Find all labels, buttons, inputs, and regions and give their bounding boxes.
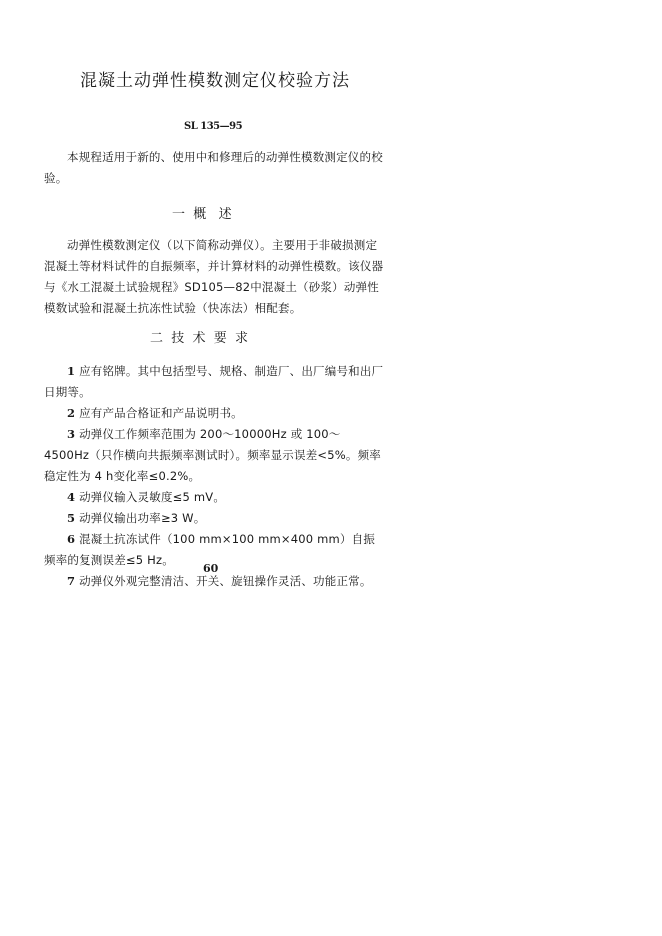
item-number: 4 xyxy=(67,490,76,504)
standard-code: SL 135—95 xyxy=(184,121,243,132)
item-text: 应有铭牌。其中包括型号、规格、制造厂、出厂编号和出厂日期等。 xyxy=(44,364,384,399)
overview-paragraph: 动弹性模数测定仪（以下简称动弹仪）。主要用于非破损测定混凝土等材料试件的自振频率，并计算材料的动弹性模数。该仪器与《水工混凝土试验规程》SD105—82中混凝土（砂浆）动弹性模数试验和混凝土抗冻性试验（快冻法）相配套。 xyxy=(44,238,384,315)
item-number: 7 xyxy=(67,574,76,588)
page-number: 60 xyxy=(203,562,219,575)
item-number: 5 xyxy=(67,511,76,525)
item-text: 动弹仪外观完整清洁、开关、旋钮操作灵活、功能正常。 xyxy=(79,574,372,588)
requirements-list xyxy=(44,361,384,592)
list-item xyxy=(44,487,384,508)
item-number: 2 xyxy=(67,406,76,420)
item-text: 动弹仪输出功率≥3 W。 xyxy=(79,511,206,525)
document-title: 混凝土动弹性模数测定仪校验方法 xyxy=(80,71,350,91)
intro-paragraph: 本规程适用于新的、使用中和修理后的动弹性模数测定仪的校验。 xyxy=(44,150,383,185)
item-text: 动弹仪工作频率范围为 200～10000Hz 或 100～4500Hz（只作横向共振频率测试时）。频率显示误差<5%。频率稳定性为 4 h变化率≤0.2%。 xyxy=(44,427,381,483)
item-number: 3 xyxy=(67,427,76,441)
item-number: 6 xyxy=(67,532,76,546)
section-heading-technical-requirements: 二 技 术 要 求 xyxy=(150,331,249,346)
item-text: 混凝土抗冻试件（100 mm×100 mm×400 mm）自振频率的复测误差≤5 Hz。 xyxy=(44,532,376,567)
list-item xyxy=(44,508,384,529)
item-text: 动弹仪输入灵敏度≤5 mV。 xyxy=(79,490,226,504)
item-text: 应有产品合格证和产品说明书。 xyxy=(79,406,243,420)
list-item xyxy=(44,424,384,487)
section-heading-overview: 一 概 述 xyxy=(172,207,232,222)
list-item xyxy=(44,361,384,403)
list-item xyxy=(44,403,384,424)
item-number: 1 xyxy=(67,364,76,378)
